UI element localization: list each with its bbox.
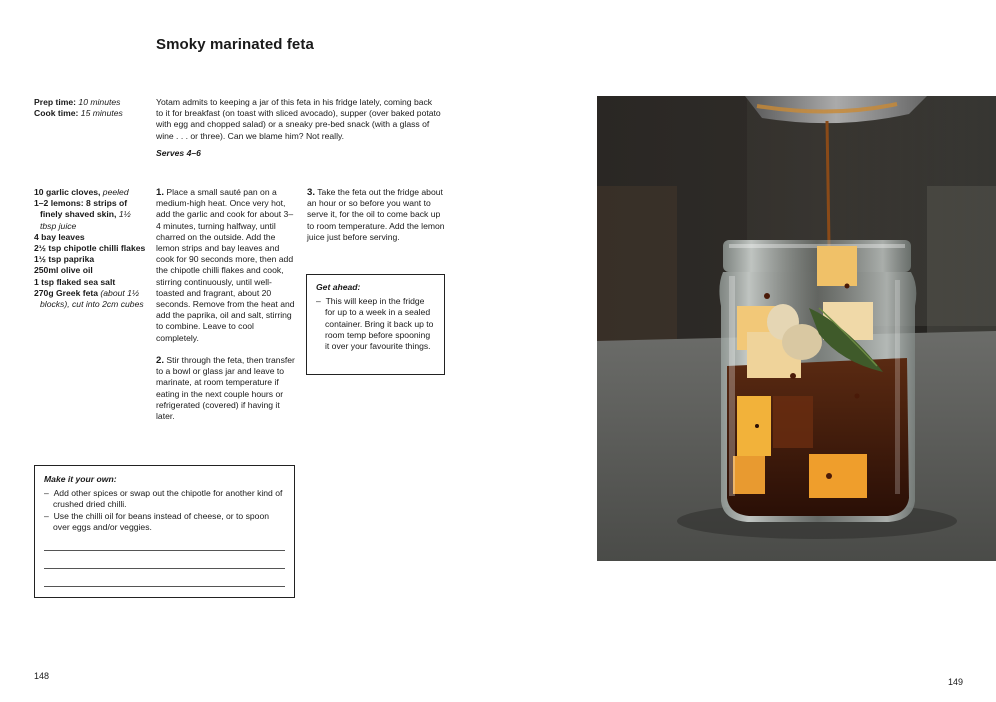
get-ahead-item: – This will keep in the fridge for up to a week in a sealed container. Bring it back up to room temp before spooning it over your favourite things. bbox=[316, 296, 434, 352]
step-number: 1. bbox=[156, 187, 165, 198]
cook-time: Cook time: 15 minutes bbox=[34, 108, 123, 119]
step-text: Stir through the feta, then transfer to a bowl or glass jar and leave to marinate, at room temperature if eating in the next couple hours or refrigerated (covered) if having it later. bbox=[156, 355, 295, 422]
ingredient: 1 tsp flaked sea salt bbox=[34, 276, 116, 287]
ingredient: 1½ tsp paprika bbox=[34, 254, 95, 265]
ingredient: 4 bay leaves bbox=[34, 231, 85, 242]
page-number-left: 148 bbox=[34, 671, 50, 681]
method-step-3 bbox=[307, 187, 447, 243]
jar-photo-illustration bbox=[597, 96, 996, 561]
writing-line bbox=[44, 568, 285, 569]
ingredient: 250ml olive oil bbox=[34, 265, 93, 276]
method-step-1 bbox=[156, 187, 296, 344]
make-it-your-own-item: – Add other spices or swap out the chipotle for another kind of crushed dried chilli. bbox=[44, 488, 283, 510]
page-number-right: 149 bbox=[948, 677, 964, 687]
writing-line bbox=[44, 550, 285, 551]
prep-time: Prep time: 10 minutes bbox=[34, 97, 121, 107]
ingredient: 10 garlic cloves, peeled bbox=[34, 187, 129, 197]
serves: Serves 4–6 bbox=[156, 148, 201, 158]
make-it-your-own-title: Make it your own: bbox=[44, 474, 117, 484]
method-step-2 bbox=[156, 355, 296, 422]
make-it-your-own-box bbox=[34, 465, 295, 598]
ingredient: 270g Greek feta (about 1½ blocks), cut into 2cm cubes bbox=[34, 287, 144, 310]
timings bbox=[34, 97, 152, 119]
step-number: 2. bbox=[156, 355, 165, 366]
step-text: Place a small sauté pan on a medium-high heat. Once very hot, add the garlic and cook for about 3–4 minutes, turning halfway, until charred on the outside. Add the lemon strips and bay leaves and cook for 90 seconds more, then add the chipotle chilli flakes and cook, stirring continuously, until well-toasted and fragrant, about 20 seconds. Remove from the heat and add the paprika, oil and salt, stirring to combine. Leave to cool completely. bbox=[156, 187, 295, 343]
jar-photo bbox=[597, 96, 996, 561]
make-it-your-own-item: – Use the chilli oil for beans instead of cheese, or to spoon over eggs and/or veggies. bbox=[44, 510, 270, 532]
ingredient-list bbox=[34, 187, 148, 310]
step-number: 3. bbox=[307, 187, 316, 198]
ingredient: 1–2 lemons: 8 strips of finely shaved skin, 1½ tbsp juice bbox=[34, 198, 131, 231]
recipe-title: Smoky marinated feta bbox=[156, 36, 314, 53]
get-ahead-box bbox=[306, 274, 445, 375]
step-text: Take the feta out the fridge about an hour or so before you want to serve it, for the oil to come back up to room temperature. Add the lemon juice just before serving. bbox=[307, 187, 445, 242]
get-ahead-title: Get ahead: bbox=[316, 282, 361, 292]
recipe-intro: Yotam admits to keeping a jar of this feta in his fridge lately, coming back to it for breakfast (on toast with sliced avocado), supper (over baked potato with egg and chopped salad) or a sneaky pre-bed snack (with a glass of wine . . . or three). Can we blame him? Not really. bbox=[156, 97, 441, 141]
writing-line bbox=[44, 586, 285, 587]
ingredient: 2½ tsp chipotle chilli flakes bbox=[34, 243, 146, 254]
